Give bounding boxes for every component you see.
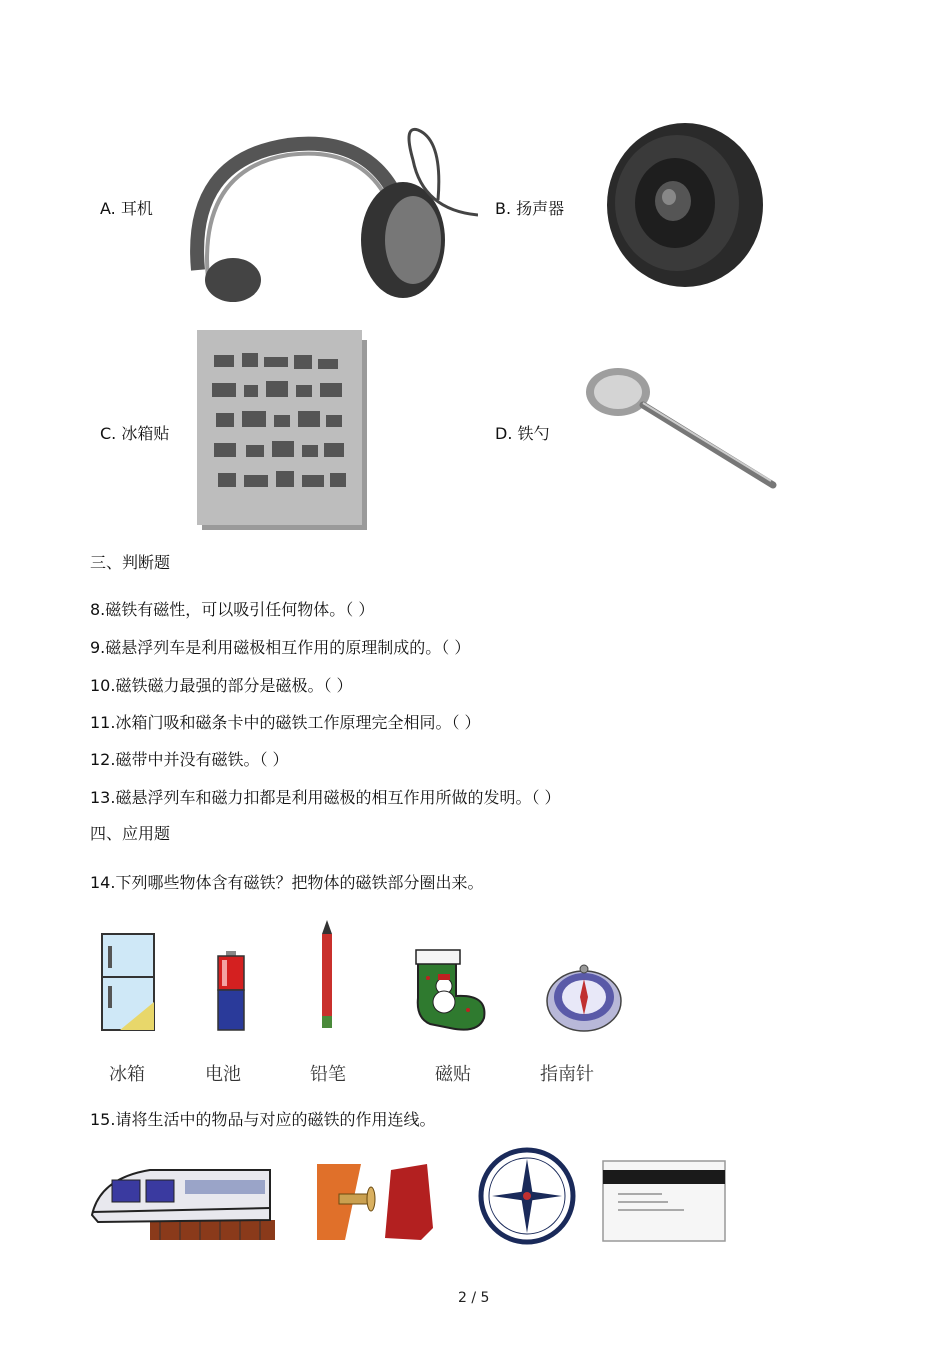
pencil-caption: 铅笔 [310,1064,346,1085]
door-stopper-icon [315,1162,435,1242]
section-3-title: 三、判断题 [90,553,171,572]
question-14: 14.下列哪些物体含有磁铁？把物体的磁铁部分圈出来。 [90,873,484,892]
headphones-icon [178,120,478,315]
fridge-icon [100,932,156,1032]
option-a [100,120,480,315]
maglev-train-icon [90,1160,275,1245]
speaker-icon [595,115,765,290]
judge-item-11: 11.冰箱门吸和磁条卡中的磁铁工作原理完全相同。（ ） [90,713,481,732]
stocking-magnet-icon [410,948,490,1034]
option-c-label: C. 冰箱贴 [100,424,170,443]
magnetic-card-icon [602,1160,726,1242]
option-d [495,360,795,500]
judge-item-9: 9.磁悬浮列车是利用磁极相互作用的原理制成的。（ ） [90,638,471,657]
question-15: 15.请将生活中的物品与对应的磁铁的作用连线。 [90,1110,436,1129]
iron-spoon-icon [583,360,783,500]
pencil-icon [320,920,334,1030]
judge-item-13: 13.磁悬浮列车和磁力扣都是利用磁极的相互作用所做的发明。（ ） [90,788,561,807]
judge-item-8: 8.磁铁有磁性，可以吸引任何物体。（ ） [90,600,375,619]
option-d-label: D. 铁勺 [495,424,550,443]
compass-icon [545,963,623,1033]
section-4-title: 四、应用题 [90,824,171,843]
battery-icon [216,950,246,1032]
battery-caption: 电池 [205,1064,241,1085]
fridge-caption: 冰箱 [109,1064,145,1085]
judge-item-12: 12.磁带中并没有磁铁。（ ） [90,750,289,769]
compass-large-icon [478,1147,576,1245]
compass-caption: 指南针 [540,1064,594,1085]
option-a-label: A. 耳机 [100,199,153,218]
judge-item-10: 10.磁铁磁力最强的部分是磁极。（ ） [90,676,353,695]
page-number: 2 / 5 [458,1290,490,1306]
fridge-magnets-icon [194,325,374,535]
option-b [495,115,795,295]
option-c [100,325,400,535]
stocking-magnet-caption: 磁贴 [435,1064,471,1085]
option-b-label: B. 扬声器 [495,199,565,218]
